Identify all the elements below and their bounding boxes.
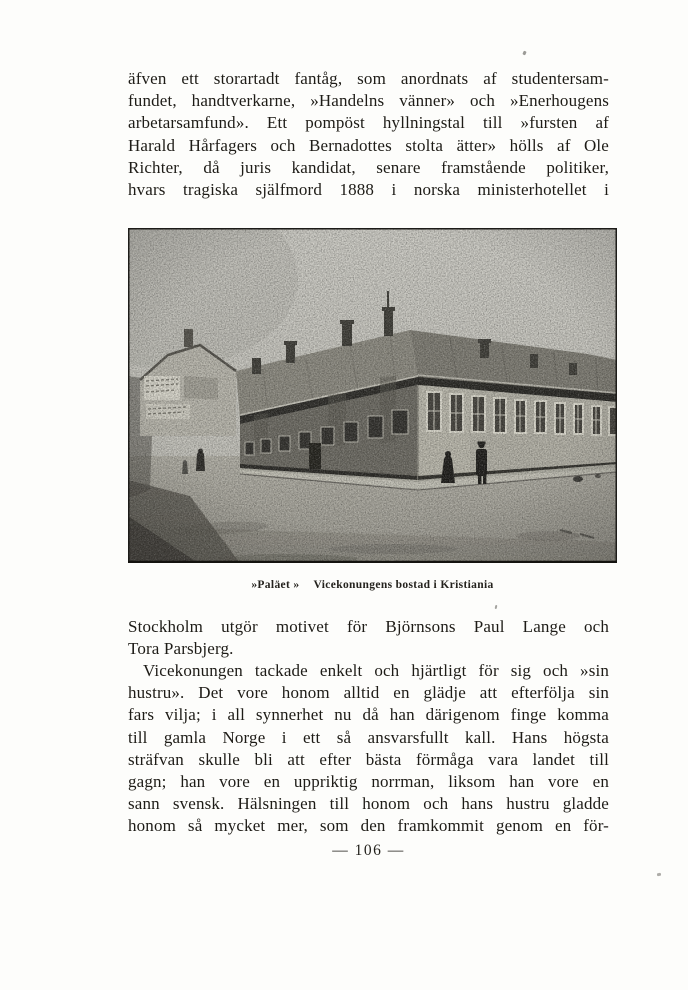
text-line: fars vilja; i all synnerhet nu då han därigenom finge komma [128, 705, 609, 725]
scan-speck [657, 873, 661, 877]
paragraph-top [128, 68, 609, 201]
page-number: — 106 — [332, 842, 405, 859]
text-line: till gamla Norge i ett så ansvarsfullt kall. Hans högsta [128, 727, 609, 747]
text-line: Stockholm utgör motivet för Björnsons Paul Lange och [128, 617, 609, 636]
text-line: Tora Parsbjerg. [128, 639, 234, 659]
photo-caption [128, 579, 617, 591]
scan-speck [495, 605, 498, 609]
building-photo-illustration [128, 228, 617, 563]
text-line: fundet, handtverkarne, »Handelns vänner» och »Enerhougens [128, 91, 609, 111]
text-line: hustru». Det vore honom alltid en glädje att efterfölja sin [128, 683, 609, 703]
photo-caption-text: Vicekonungens bostad i Kristiania [313, 579, 494, 591]
text-line: hvars tragiska själfmord 1888 i norska ministerhotellet i [128, 179, 609, 199]
paragraph-stockholm [128, 616, 609, 660]
paragraph-vicekonungen [128, 660, 609, 838]
text-line: Harald Hårfagers och Bernadottes stolta ätter» hölls af Ole [128, 135, 609, 155]
text-line: äfven ett storartadt fantåg, som anordnats af studentersam- [128, 69, 609, 88]
text-line: gagn; han vore en uppriktig norrman, liksom han vore en [128, 771, 609, 791]
building-photo [128, 228, 617, 563]
text-line: sann svensk. Hälsningen till honom och hans hustru gladde [128, 794, 609, 814]
text-line: honom så mycket mer, som den framkommit genom en för- [128, 816, 609, 836]
scan-speck [522, 51, 526, 56]
photo-vignette [128, 228, 617, 563]
photo-caption-title: »Paläet » [251, 579, 300, 591]
text-line: arbetarsamfund». Ett pompöst hyllningstal till »fursten af [128, 113, 609, 133]
text-line: Richter, då juris kandidat, senare framstående politiker, [128, 157, 609, 177]
text-line: sträfvan skulle bli att efter bästa förmåga vara landet till [128, 749, 609, 769]
text-line: Vicekonungen tackade enkelt och hjärtligt för sig och »sin [143, 661, 609, 680]
